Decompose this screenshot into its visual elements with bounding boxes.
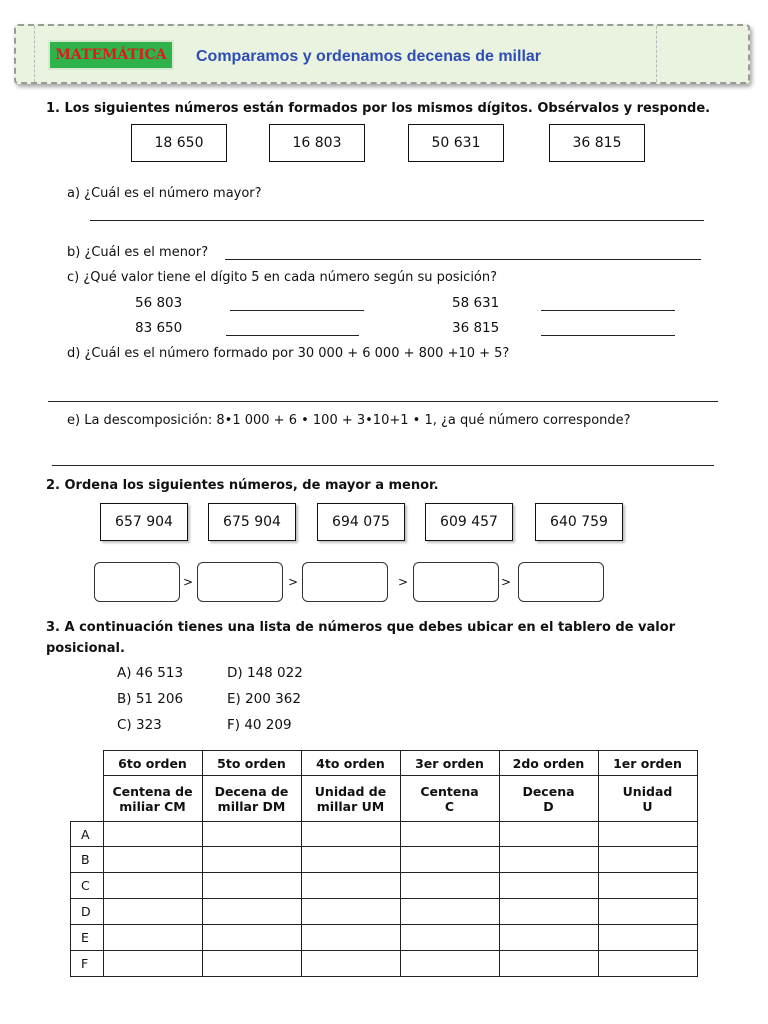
q1d-question: d) ¿Cuál es el número formado por 30 000 + 6 000 + 800 +10 + 5? xyxy=(67,346,510,361)
row-label: E xyxy=(71,925,104,951)
order-header: 4to orden xyxy=(301,751,400,776)
table-corner xyxy=(71,776,104,822)
table-row xyxy=(71,925,698,951)
order-header: 1er orden xyxy=(598,751,697,776)
q2-number-box xyxy=(425,503,513,541)
table-cell[interactable] xyxy=(598,873,697,899)
table-cell[interactable] xyxy=(598,951,697,977)
q1e-question: e) La descomposición: 8•1 000 + 6 • 100 + 3•10+1 • 1, ¿a qué número corresponde? xyxy=(67,413,631,428)
q1-number-box xyxy=(131,124,227,162)
q2-number: 675 904 xyxy=(223,514,281,530)
table-cell[interactable] xyxy=(202,899,301,925)
q2-answer-box[interactable] xyxy=(94,562,180,602)
place-name-header xyxy=(400,776,499,822)
greater-than-sign: > xyxy=(501,575,512,589)
q3-item: E) 200 362 xyxy=(227,691,301,707)
place-name-header xyxy=(499,776,598,822)
place-name-header xyxy=(202,776,301,822)
place-name: Unidad de xyxy=(314,783,387,799)
place-abbr: millar DM xyxy=(217,798,286,814)
q1c-answer-line[interactable] xyxy=(226,335,359,336)
table-cell[interactable] xyxy=(499,951,598,977)
q3-item: F) 40 209 xyxy=(227,717,292,733)
q1e-answer-line[interactable] xyxy=(52,465,714,466)
greater-than-sign: > xyxy=(288,575,299,589)
place-name: Centena de xyxy=(112,783,193,799)
table-cell[interactable] xyxy=(103,951,202,977)
table-cell[interactable] xyxy=(202,951,301,977)
row-label: A xyxy=(71,822,104,847)
q1-number-box xyxy=(408,124,504,162)
place-name-header xyxy=(598,776,697,822)
q1-number-box xyxy=(269,124,365,162)
q3-item: A) 46 513 xyxy=(117,665,184,681)
table-row xyxy=(71,951,698,977)
table-cell[interactable] xyxy=(103,925,202,951)
q1c-answer-line[interactable] xyxy=(541,335,675,336)
greater-than-sign: > xyxy=(183,575,194,589)
q1c-number: 36 815 xyxy=(452,320,500,336)
q1-number: 36 815 xyxy=(572,135,622,151)
place-name-header xyxy=(301,776,400,822)
table-cell[interactable] xyxy=(598,899,697,925)
table-cell[interactable] xyxy=(400,951,499,977)
place-name: Centena xyxy=(420,783,479,799)
subject-label: MATEMÁTICA xyxy=(55,47,167,63)
table-cell[interactable] xyxy=(301,847,400,873)
table-cell[interactable] xyxy=(202,873,301,899)
q1a-answer-line[interactable] xyxy=(90,220,704,221)
place-value-table xyxy=(70,750,698,977)
q1d-answer-line[interactable] xyxy=(48,401,718,402)
order-header: 6to orden xyxy=(103,751,202,776)
q2-number: 609 457 xyxy=(440,514,498,530)
place-abbr: C xyxy=(444,798,455,814)
table-cell[interactable] xyxy=(598,925,697,951)
table-cell[interactable] xyxy=(103,822,202,847)
q1c-answer-line[interactable] xyxy=(541,310,675,311)
row-label: F xyxy=(71,951,104,977)
q2-number: 694 075 xyxy=(332,514,390,530)
table-cell[interactable] xyxy=(301,925,400,951)
q2-number-box xyxy=(208,503,296,541)
q3-item: B) 51 206 xyxy=(117,691,184,707)
table-cell[interactable] xyxy=(598,847,697,873)
header-divider xyxy=(34,26,35,82)
table-row xyxy=(71,899,698,925)
table-cell[interactable] xyxy=(499,925,598,951)
row-label: D xyxy=(71,899,104,925)
table-cell[interactable] xyxy=(301,822,400,847)
q2-number: 657 904 xyxy=(115,514,173,530)
table-cell[interactable] xyxy=(301,951,400,977)
table-cell[interactable] xyxy=(499,899,598,925)
table-cell[interactable] xyxy=(202,847,301,873)
q1-number: 50 631 xyxy=(431,135,481,151)
place-name-header xyxy=(103,776,202,822)
q2-answer-box[interactable] xyxy=(302,562,388,602)
row-label: C xyxy=(71,873,104,899)
worksheet-header xyxy=(14,24,750,84)
place-name: Decena xyxy=(522,783,575,799)
row-label: B xyxy=(71,847,104,873)
q2-number-box xyxy=(317,503,405,541)
q2-answer-box[interactable] xyxy=(518,562,604,602)
q2-answer-box[interactable] xyxy=(413,562,499,602)
place-abbr: U xyxy=(642,798,653,814)
q2-number-box xyxy=(535,503,623,541)
order-header: 2do orden xyxy=(499,751,598,776)
table-cell[interactable] xyxy=(499,822,598,847)
q2-prompt: 2. Ordena los siguientes números, de mayor a menor. xyxy=(46,478,439,493)
table-row xyxy=(71,847,698,873)
table-corner xyxy=(71,751,104,776)
q2-number: 640 759 xyxy=(550,514,608,530)
order-header: 3er orden xyxy=(400,751,499,776)
q1c-question: c) ¿Qué valor tiene el dígito 5 en cada número según su posición? xyxy=(67,270,498,285)
place-abbr: millar UM xyxy=(316,798,385,814)
table-cell[interactable] xyxy=(103,847,202,873)
header-divider xyxy=(656,26,657,82)
q1a-question: a) ¿Cuál es el número mayor? xyxy=(67,186,262,201)
order-header: 5to orden xyxy=(202,751,301,776)
q1c-number: 58 631 xyxy=(452,295,500,311)
worksheet-title: Comparamos y ordenamos decenas de millar xyxy=(196,48,542,65)
table-cell[interactable] xyxy=(598,822,697,847)
q1-number-box xyxy=(549,124,645,162)
table-cell[interactable] xyxy=(400,899,499,925)
place-abbr: miliar CM xyxy=(119,798,186,814)
q2-number-box xyxy=(100,503,188,541)
q1-number: 16 803 xyxy=(292,135,342,151)
q3-item: C) 323 xyxy=(117,717,162,733)
table-cell[interactable] xyxy=(499,873,598,899)
subject-badge xyxy=(48,40,174,70)
greater-than-sign: > xyxy=(398,575,409,589)
table-cell[interactable] xyxy=(301,899,400,925)
table-cell[interactable] xyxy=(400,822,499,847)
table-cell[interactable] xyxy=(202,925,301,951)
table-cell[interactable] xyxy=(301,873,400,899)
q1b-question: b) ¿Cuál es el menor? xyxy=(67,245,209,260)
q1-number: 18 650 xyxy=(154,135,204,151)
q1-prompt: 1. Los siguientes números están formados por los mismos dígitos. Obsérvalos y responde. xyxy=(46,101,711,116)
table-cell[interactable] xyxy=(400,873,499,899)
table-cell[interactable] xyxy=(202,822,301,847)
q1c-answer-line[interactable] xyxy=(230,310,364,311)
q3-prompt-cont: posicional. xyxy=(46,641,125,656)
q1c-number: 56 803 xyxy=(135,295,183,311)
table-cell[interactable] xyxy=(103,899,202,925)
q3-item: D) 148 022 xyxy=(227,665,303,681)
table-row xyxy=(71,822,698,847)
table-cell[interactable] xyxy=(400,847,499,873)
q1c-number: 83 650 xyxy=(135,320,183,336)
q1b-answer-line[interactable] xyxy=(225,259,701,260)
place-name: Decena de xyxy=(214,783,289,799)
place-name: Unidad xyxy=(622,783,673,799)
table-row xyxy=(71,873,698,899)
table-cell[interactable] xyxy=(499,847,598,873)
q2-answer-box[interactable] xyxy=(197,562,283,602)
table-cell[interactable] xyxy=(400,925,499,951)
place-abbr: D xyxy=(543,798,554,814)
q3-prompt: 3. A continuación tienes una lista de números que debes ubicar en el tablero de valor xyxy=(46,620,676,635)
table-cell[interactable] xyxy=(103,873,202,899)
